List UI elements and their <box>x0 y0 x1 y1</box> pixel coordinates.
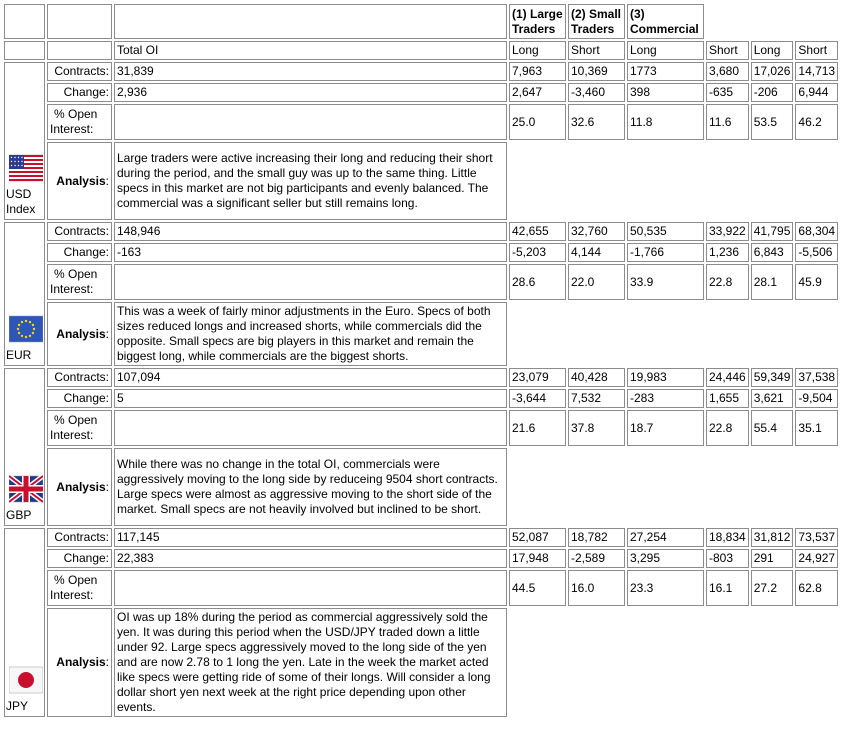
contracts-value: 10,369 <box>568 62 625 81</box>
change-value: 7,532 <box>568 389 625 408</box>
header-empty-cell <box>47 41 112 60</box>
change-value: 4,144 <box>568 243 625 262</box>
group-header-commercial <box>627 4 704 39</box>
header-row-sublabels <box>4 41 838 60</box>
pct-label-line: Interest: <box>50 428 94 442</box>
contracts-value: 59,349 <box>751 368 794 387</box>
corner-cell <box>4 4 45 39</box>
pct-total-empty <box>114 104 507 140</box>
contracts-value: 33,922 <box>706 222 749 241</box>
contracts-value: 27,254 <box>627 528 704 547</box>
change-value: 1,236 <box>706 243 749 262</box>
analysis-text: This was a week of fairly minor adjustments in the Euro. Specs of both sizes reduced longs and increased shorts, while commercials did the opposite. Small specs are big players in this market and remain the biggest long, while commercials are the biggest shorts. <box>114 302 507 366</box>
contracts-row <box>4 222 838 241</box>
pct-value: 23.3 <box>627 570 704 606</box>
analysis-text: Large traders were active increasing their long and reducing their short during the period, and the small guy was up to the same thing. Little specs in this market are not big participants and evenly balanced. The commercial was a significant seller but still remains long. <box>114 142 507 220</box>
total-oi-change: 22,383 <box>114 549 507 568</box>
header-empty-cell <box>47 4 112 39</box>
change-value: -635 <box>706 83 749 102</box>
analysis-label-cell: Analysis: <box>47 302 112 366</box>
pct-total-empty <box>114 570 507 606</box>
change-value: -2,589 <box>568 549 625 568</box>
us-flag-icon <box>9 151 43 185</box>
pct-open-interest-row <box>4 570 838 606</box>
pct-label-line: % Open <box>54 573 98 587</box>
eu-flag-icon <box>9 312 43 346</box>
pct-value: 28.6 <box>509 264 566 300</box>
contracts-value: 73,537 <box>795 528 838 547</box>
header-empty-cell <box>4 41 45 60</box>
pct-value: 53.5 <box>751 104 794 140</box>
pct-value: 25.0 <box>509 104 566 140</box>
group-header-line: (1) Large <box>512 6 563 21</box>
analysis-row <box>4 302 838 366</box>
change-value: 2,647 <box>509 83 566 102</box>
change-value: -3,460 <box>568 83 625 102</box>
currency-name: JPY <box>6 699 29 713</box>
currency-name: EUR <box>6 348 32 362</box>
change-value: 1,655 <box>706 389 749 408</box>
contracts-value: 41,795 <box>751 222 794 241</box>
contracts-value: 68,304 <box>795 222 838 241</box>
change-label: Change: <box>47 243 112 262</box>
currency-cell <box>4 62 45 220</box>
analysis-blank <box>509 448 838 526</box>
pct-open-interest-row <box>4 410 838 446</box>
table-body <box>4 4 838 717</box>
pct-value: 27.2 <box>751 570 794 606</box>
change-value: -206 <box>751 83 794 102</box>
pct-value: 33.9 <box>627 264 704 300</box>
contracts-row <box>4 528 838 547</box>
sub-header-long: Long <box>509 41 566 60</box>
sub-header-long: Long <box>627 41 704 60</box>
contracts-value: 37,538 <box>795 368 838 387</box>
contracts-value: 17,026 <box>751 62 794 81</box>
header-blank-space <box>706 4 838 39</box>
change-value: 3,621 <box>751 389 794 408</box>
sub-header-short: Short <box>706 41 749 60</box>
contracts-value: 31,812 <box>751 528 794 547</box>
total-oi-value: 107,094 <box>114 368 507 387</box>
pct-label-line: Interest: <box>50 588 94 602</box>
contracts-value: 40,428 <box>568 368 625 387</box>
pct-value: 11.8 <box>627 104 704 140</box>
change-value: -9,504 <box>795 389 838 408</box>
contracts-value: 50,535 <box>627 222 704 241</box>
analysis-label: Analysis <box>56 479 106 494</box>
analysis-row <box>4 608 838 717</box>
change-value: 6,843 <box>751 243 794 262</box>
contracts-value: 42,655 <box>509 222 566 241</box>
contracts-label: Contracts: <box>47 62 112 81</box>
change-label: Change: <box>47 83 112 102</box>
pct-value: 37.8 <box>568 410 625 446</box>
analysis-label-cell: Analysis: <box>47 448 112 526</box>
pct-open-interest-label <box>47 410 112 446</box>
change-value: -283 <box>627 389 704 408</box>
contracts-value: 19,983 <box>627 368 704 387</box>
group-header-small-traders <box>568 4 625 39</box>
change-value: 3,295 <box>627 549 704 568</box>
pct-open-interest-row <box>4 104 838 140</box>
pct-value: 11.6 <box>706 104 749 140</box>
group-header-line: Commercial <box>630 21 699 36</box>
pct-open-interest-label <box>47 104 112 140</box>
currency-name: USD <box>6 187 32 201</box>
change-value: 17,948 <box>509 549 566 568</box>
contracts-value: 52,087 <box>509 528 566 547</box>
pct-open-interest-label <box>47 570 112 606</box>
pct-value: 22.0 <box>568 264 625 300</box>
pct-label-line: Interest: <box>50 122 94 136</box>
pct-value: 28.1 <box>751 264 794 300</box>
pct-value: 32.6 <box>568 104 625 140</box>
analysis-text: While there was no change in the total OI, commercials were aggressively moving to the long side by reduceing 9504 short contracts. Large specs were almost as aggressive moving to the short side of the market. Small specs are not heavily involved but inclined to be short. <box>114 448 507 526</box>
change-row <box>4 389 838 408</box>
pct-value: 21.6 <box>509 410 566 446</box>
change-label: Change: <box>47 549 112 568</box>
pct-value: 22.8 <box>706 264 749 300</box>
analysis-text: OI was up 18% during the period as commercial aggressively sold the yen. It was during this period when the USD/JPY traded down a little under 92. Large specs aggressively moved to the long side of the yen and are now 2.78 to 1 long the yen. Late in the week the market acted like specs were getting ride of some of their longs. Will consider a long dollar short yen next week at the right price depending upon other events. <box>114 608 507 717</box>
pct-open-interest-label <box>47 264 112 300</box>
total-oi-change: 2,936 <box>114 83 507 102</box>
contracts-row <box>4 368 838 387</box>
change-row <box>4 83 838 102</box>
contracts-row <box>4 62 838 81</box>
contracts-label: Contracts: <box>47 368 112 387</box>
analysis-label-cell: Analysis: <box>47 142 112 220</box>
pct-value: 55.4 <box>751 410 794 446</box>
cot-report-table <box>2 2 840 719</box>
currency-cell <box>4 368 45 526</box>
pct-value: 45.9 <box>795 264 838 300</box>
analysis-row <box>4 448 838 526</box>
currency-cell <box>4 222 45 366</box>
pct-value: 44.5 <box>509 570 566 606</box>
header-row-groups <box>4 4 838 39</box>
contracts-value: 23,079 <box>509 368 566 387</box>
group-header-line: (3) <box>630 6 645 21</box>
contracts-value: 14,713 <box>795 62 838 81</box>
currency-cell <box>4 528 45 717</box>
change-value: -3,644 <box>509 389 566 408</box>
group-header-large-traders <box>509 4 566 39</box>
pct-value: 16.0 <box>568 570 625 606</box>
total-oi-value: 117,145 <box>114 528 507 547</box>
total-oi-change: -163 <box>114 243 507 262</box>
pct-value: 18.7 <box>627 410 704 446</box>
group-header-line: Traders <box>571 21 615 36</box>
contracts-value: 1773 <box>627 62 704 81</box>
analysis-blank <box>509 608 838 717</box>
pct-total-empty <box>114 264 507 300</box>
total-oi-change: 5 <box>114 389 507 408</box>
pct-value: 46.2 <box>795 104 838 140</box>
pct-label-line: % Open <box>54 267 98 281</box>
pct-value: 16.1 <box>706 570 749 606</box>
contracts-value: 24,446 <box>706 368 749 387</box>
contracts-value: 3,680 <box>706 62 749 81</box>
pct-open-interest-row <box>4 264 838 300</box>
analysis-label: Analysis <box>56 326 106 341</box>
contracts-label: Contracts: <box>47 222 112 241</box>
total-oi-header: Total OI <box>114 41 507 60</box>
contracts-value: 18,834 <box>706 528 749 547</box>
pct-value: 22.8 <box>706 410 749 446</box>
currency-name-line2: Index <box>6 202 36 216</box>
change-value: -5,506 <box>795 243 838 262</box>
contracts-value: 7,963 <box>509 62 566 81</box>
uk-flag-icon <box>9 472 43 506</box>
analysis-label: Analysis <box>56 173 106 188</box>
change-value: 398 <box>627 83 704 102</box>
change-value: 6,944 <box>795 83 838 102</box>
japan-flag-icon <box>9 663 43 697</box>
change-value: -1,766 <box>627 243 704 262</box>
header-empty-cell <box>114 4 507 39</box>
sub-header-short: Short <box>568 41 625 60</box>
group-header-line: Traders <box>512 21 556 36</box>
change-value: -5,203 <box>509 243 566 262</box>
contracts-label: Contracts: <box>47 528 112 547</box>
analysis-row <box>4 142 838 220</box>
group-header-line: (2) Small <box>571 6 622 21</box>
change-value: 24,927 <box>795 549 838 568</box>
change-row <box>4 243 838 262</box>
currency-name: GBP <box>6 508 32 522</box>
pct-total-empty <box>114 410 507 446</box>
analysis-label: Analysis <box>56 655 106 669</box>
pct-value: 62.8 <box>795 570 838 606</box>
change-value: 291 <box>751 549 794 568</box>
change-label: Change: <box>47 389 112 408</box>
analysis-blank <box>509 142 838 220</box>
analysis-blank <box>509 302 838 366</box>
change-row <box>4 549 838 568</box>
change-value: -803 <box>706 549 749 568</box>
pct-label-line: % Open <box>54 107 98 121</box>
pct-label-line: % Open <box>54 413 98 427</box>
pct-label-line: Interest: <box>50 282 94 296</box>
contracts-value: 18,782 <box>568 528 625 547</box>
sub-header-long: Long <box>751 41 794 60</box>
contracts-value: 32,760 <box>568 222 625 241</box>
total-oi-value: 148,946 <box>114 222 507 241</box>
analysis-label-cell: Analysis: <box>47 608 112 717</box>
pct-value: 35.1 <box>795 410 838 446</box>
total-oi-value: 31,839 <box>114 62 507 81</box>
sub-header-short: Short <box>795 41 838 60</box>
